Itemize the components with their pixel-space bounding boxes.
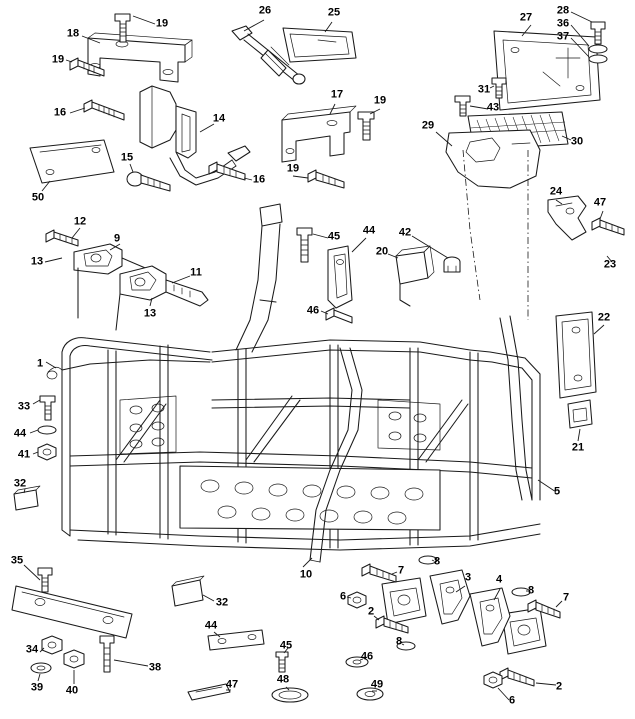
- part-bolt-35-top: [38, 568, 52, 592]
- callout-45: 45: [327, 230, 341, 243]
- leader-19a: [133, 16, 155, 24]
- callout-46-b: 46: [360, 650, 374, 663]
- callout-50: 50: [31, 191, 45, 204]
- callout-19-c: 19: [373, 94, 387, 107]
- callout-44-c: 44: [204, 619, 218, 632]
- callout-33: 33: [17, 400, 31, 413]
- callout-42: 42: [398, 226, 412, 239]
- leader-15: [130, 164, 133, 172]
- line-9-to-frame2: [116, 294, 120, 330]
- callout-13-b: 13: [143, 307, 157, 320]
- callout-38: 38: [148, 661, 162, 674]
- callout-40: 40: [65, 684, 79, 697]
- part-bracket-4: [470, 588, 510, 646]
- part-bolt-2-right: [500, 668, 534, 686]
- leader-7b: [556, 601, 562, 607]
- part-plate-50: [30, 140, 114, 183]
- callout-21: 21: [571, 441, 585, 454]
- part-washer-36: [589, 45, 607, 53]
- part-seal-48: [272, 688, 308, 702]
- leader-41: [33, 452, 38, 454]
- callout-45-b: 45: [279, 639, 293, 652]
- leader-21: [578, 429, 580, 441]
- leader-32b: [203, 595, 214, 601]
- callout-15: 15: [120, 151, 134, 164]
- callout-24: 24: [549, 185, 563, 198]
- leader-11: [172, 276, 190, 283]
- callout-34: 34: [25, 643, 39, 656]
- callout-44-a: 44: [362, 224, 376, 237]
- callout-23: 23: [603, 258, 617, 271]
- callout-47-a: 47: [593, 196, 607, 209]
- leader-1: [46, 362, 56, 368]
- callout-2-a: 2: [367, 605, 375, 618]
- callout-5: 5: [553, 485, 561, 498]
- part-nut-40: [64, 650, 84, 668]
- part-block-32-right: [172, 576, 204, 606]
- part-bolt-33: [40, 396, 55, 420]
- callout-20: 20: [375, 245, 389, 258]
- part-bolt-15: [127, 172, 170, 191]
- part-bracket-17: [282, 106, 356, 162]
- callout-6-b: 6: [508, 694, 516, 707]
- callout-8-c: 8: [395, 635, 403, 648]
- part-bolt-19-mid: [358, 112, 374, 140]
- part-nut-6-left: [348, 592, 366, 608]
- callout-32-b: 32: [215, 596, 229, 609]
- part-bolt-16-upper: [84, 100, 124, 120]
- part-cover-25: [283, 28, 356, 62]
- callout-18: 18: [66, 27, 80, 40]
- callout-3: 3: [464, 571, 472, 584]
- part-plate-35: [12, 586, 132, 638]
- callout-35: 35: [10, 554, 24, 567]
- callout-22: 22: [597, 311, 611, 324]
- leader-16a: [70, 108, 85, 113]
- part-bolt-7-left: [362, 564, 396, 582]
- callout-16-b: 16: [252, 173, 266, 186]
- callout-2-b: 2: [555, 680, 563, 693]
- leader-13a: [45, 258, 62, 262]
- callout-9: 9: [113, 232, 121, 245]
- callout-19: 19: [155, 17, 169, 30]
- part-washer-44-left: [38, 426, 56, 434]
- callout-28: 28: [556, 4, 570, 17]
- leader-47a: [600, 211, 603, 219]
- leader-22: [594, 325, 604, 334]
- callout-8-b: 8: [527, 584, 535, 597]
- part-bolt-46-mid: [326, 308, 352, 323]
- callout-49: 49: [370, 678, 384, 691]
- leader-6b: [498, 688, 509, 700]
- part-nut-6-right: [484, 672, 502, 688]
- callout-17: 17: [330, 88, 344, 101]
- part-bracket-47-bottom: [188, 684, 230, 700]
- leader-7a: [392, 572, 397, 574]
- leader-31: [490, 86, 494, 88]
- callout-4: 4: [495, 573, 503, 586]
- leader-39: [38, 674, 40, 681]
- leader-2b: [536, 683, 556, 685]
- part-nut-41: [38, 444, 56, 460]
- callout-26: 26: [258, 4, 272, 17]
- leader-12: [72, 228, 80, 238]
- callout-46: 46: [306, 304, 320, 317]
- leader-28: [571, 12, 592, 22]
- part-plate-44-bottom: [208, 630, 264, 650]
- callout-29: 29: [421, 119, 435, 132]
- callout-7-a: 7: [397, 564, 405, 577]
- leader-45: [313, 234, 328, 238]
- callout-19-d: 19: [286, 162, 300, 175]
- part-bolt-16-lower: [209, 162, 245, 180]
- part-bracket-44-mid: [328, 246, 352, 308]
- callout-14: 14: [212, 112, 226, 125]
- part-bolt-19-lower: [308, 170, 344, 188]
- callout-16-a: 16: [53, 106, 67, 119]
- callout-11: 11: [190, 266, 202, 279]
- part-fastener-42: [444, 257, 460, 272]
- callout-8-a: 8: [433, 555, 441, 568]
- callout-44-b: 44: [13, 427, 27, 440]
- callout-31: 31: [477, 83, 491, 96]
- callout-6-a: 6: [339, 590, 347, 603]
- part-bolt-19-top: [115, 14, 130, 42]
- callout-39: 39: [30, 681, 44, 694]
- leader-44b: [30, 430, 38, 433]
- part-nut-34: [42, 636, 62, 654]
- part-block-32-left: [14, 486, 40, 510]
- callout-25: 25: [327, 6, 341, 19]
- part-bracket-24: [548, 196, 586, 240]
- callout-36: 36: [556, 17, 570, 30]
- callout-37: 37: [556, 30, 570, 43]
- part-washer-39: [31, 663, 51, 673]
- part-bolt-12: [46, 230, 78, 246]
- part-bracket-20: [396, 246, 434, 306]
- part-clip-21: [568, 400, 592, 428]
- leader-10: [303, 558, 312, 567]
- part-bracket-22: [556, 312, 596, 398]
- leader-19d: [293, 176, 308, 178]
- part-bolt-38: [100, 636, 114, 672]
- callout-1: 1: [36, 357, 44, 370]
- callout-12: 12: [73, 215, 87, 228]
- leader-43: [470, 106, 488, 109]
- leader-44a: [352, 238, 366, 252]
- part-bolt-47-right: [592, 218, 624, 235]
- callout-13-a: 13: [30, 255, 44, 268]
- callout-30: 30: [570, 135, 584, 148]
- part-bolt-45: [297, 228, 312, 262]
- callout-47-b: 47: [225, 678, 239, 691]
- part-bolt-43: [455, 96, 470, 116]
- callout-7-b: 7: [562, 591, 570, 604]
- part-plate-27: [494, 31, 600, 110]
- callout-48: 48: [276, 673, 290, 686]
- callout-10: 10: [299, 568, 313, 581]
- leader-26: [244, 20, 264, 31]
- leader-38: [114, 660, 148, 666]
- callout-27: 27: [519, 11, 533, 24]
- leader-14: [200, 124, 214, 132]
- leader-33: [33, 400, 40, 404]
- part-washer-37: [589, 55, 607, 63]
- callout-43: 43: [486, 101, 500, 114]
- part-panel-29: [446, 130, 540, 188]
- callout-32-a: 32: [13, 477, 27, 490]
- callout-19-b: 19: [51, 53, 65, 66]
- part-mount-2-left: [382, 578, 426, 624]
- callout-41: 41: [17, 448, 31, 461]
- part-screw-45-bottom: [276, 652, 288, 672]
